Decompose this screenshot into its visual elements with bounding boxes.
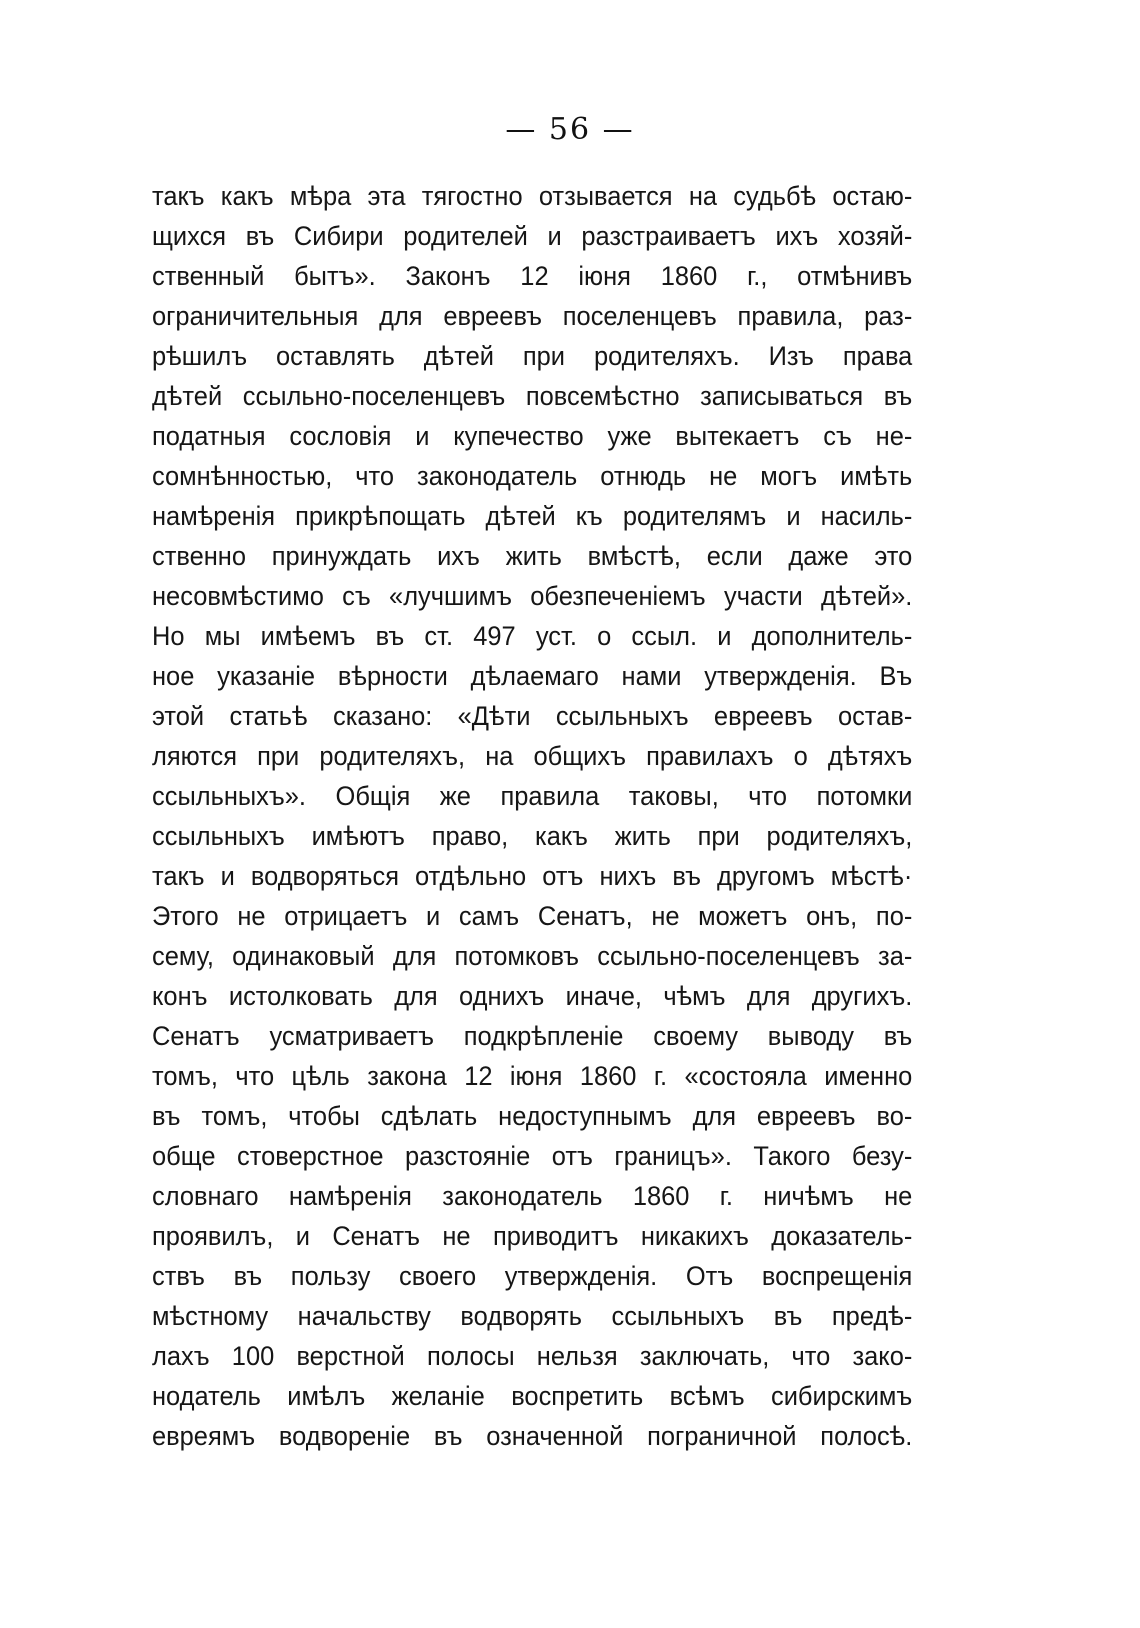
- text-line: томъ, что цѣль закона 12 іюня 1860 г. «состояла именно: [152, 1061, 913, 1091]
- text-line: ссыльныхъ имѣютъ право, какъ жить при родителяхъ,: [152, 821, 913, 851]
- text-line: этой статьѣ сказано: «Дѣти ссыльныхъ евреевъ остав-: [152, 701, 913, 731]
- text-line: ствъ въ пользу своего утвержденія. Отъ воспрещенія: [152, 1261, 913, 1291]
- text-line: Этого не отрицаетъ и самъ Сенатъ, не можетъ онъ, по-: [152, 901, 913, 931]
- text-line: ограничительныя для евреевъ поселенцевъ правила, раз-: [152, 301, 913, 331]
- text-line: евреямъ водвореніе въ означенной пограничной полосѣ.: [152, 1421, 913, 1451]
- text-line: лахъ 100 верстной полосы нельзя заключать, что зако-: [152, 1341, 913, 1371]
- text-line: рѣшилъ оставлять дѣтей при родителяхъ. Изъ права: [152, 341, 913, 371]
- text-line: намѣренія прикрѣпощать дѣтей къ родителямъ и насиль-: [152, 501, 913, 531]
- body-text: [152, 176, 912, 1456]
- text-line: сомнѣнностью, что законодатель отнюдь не могъ имѣть: [152, 461, 913, 491]
- text-line: словнаго намѣренія законодатель 1860 г. ничѣмъ не: [152, 1181, 913, 1211]
- text-line: щихся въ Сибири родителей и разстраиваетъ ихъ хозяй-: [152, 221, 913, 251]
- text-line: въ томъ, чтобы сдѣлать недоступнымъ для евреевъ во-: [152, 1101, 913, 1131]
- text-line: ссыльныхъ». Общія же правила таковы, что потомки: [152, 781, 913, 811]
- text-line: податныя сословія и купечество уже вытекаетъ съ не-: [152, 421, 913, 451]
- text-line: ляются при родителяхъ, на общихъ правилахъ о дѣтяхъ: [152, 741, 913, 771]
- text-line: мѣстному начальству водворять ссыльныхъ въ предѣ-: [152, 1301, 913, 1331]
- text-line: ное указаніе вѣрности дѣлаемаго нами утвержденія. Въ: [152, 661, 913, 691]
- text-line: нодатель имѣлъ желаніе воспретить всѣмъ сибирскимъ: [152, 1381, 913, 1411]
- text-line: сему, одинаковый для потомковъ ссыльно-поселенцевъ за-: [152, 941, 913, 971]
- text-line: ственно принуждать ихъ жить вмѣстѣ, если даже это: [152, 541, 913, 571]
- text-line: Сенатъ усматриваетъ подкрѣпленіе своему выводу въ: [152, 1021, 913, 1051]
- page-number: — 56 —: [505, 112, 635, 147]
- text-line: такъ какъ мѣра эта тягостно отзывается на судьбѣ остаю-: [152, 181, 913, 211]
- text-line: ственный бытъ». Законъ 12 іюня 1860 г., отмѣнивъ: [152, 261, 913, 291]
- text-line: такъ и водворяться отдѣльно отъ нихъ въ другомъ мѣстѣ·: [152, 861, 913, 891]
- text-line: конъ истолковать для однихъ иначе, чѣмъ для другихъ.: [152, 981, 913, 1011]
- text-line: дѣтей ссыльно-поселенцевъ повсемѣстно записываться въ: [152, 381, 913, 411]
- text-line: Но мы имѣемъ въ ст. 497 уст. о ссыл. и дополнитель-: [152, 621, 913, 651]
- text-line: обще стоверстное разстояніе отъ границъ». Такого безу-: [152, 1141, 913, 1171]
- text-line: несовмѣстимо съ «лучшимъ обезпеченіемъ участи дѣтей».: [152, 581, 913, 611]
- text-line: проявилъ, и Сенатъ не приводитъ никакихъ доказатель-: [152, 1221, 913, 1251]
